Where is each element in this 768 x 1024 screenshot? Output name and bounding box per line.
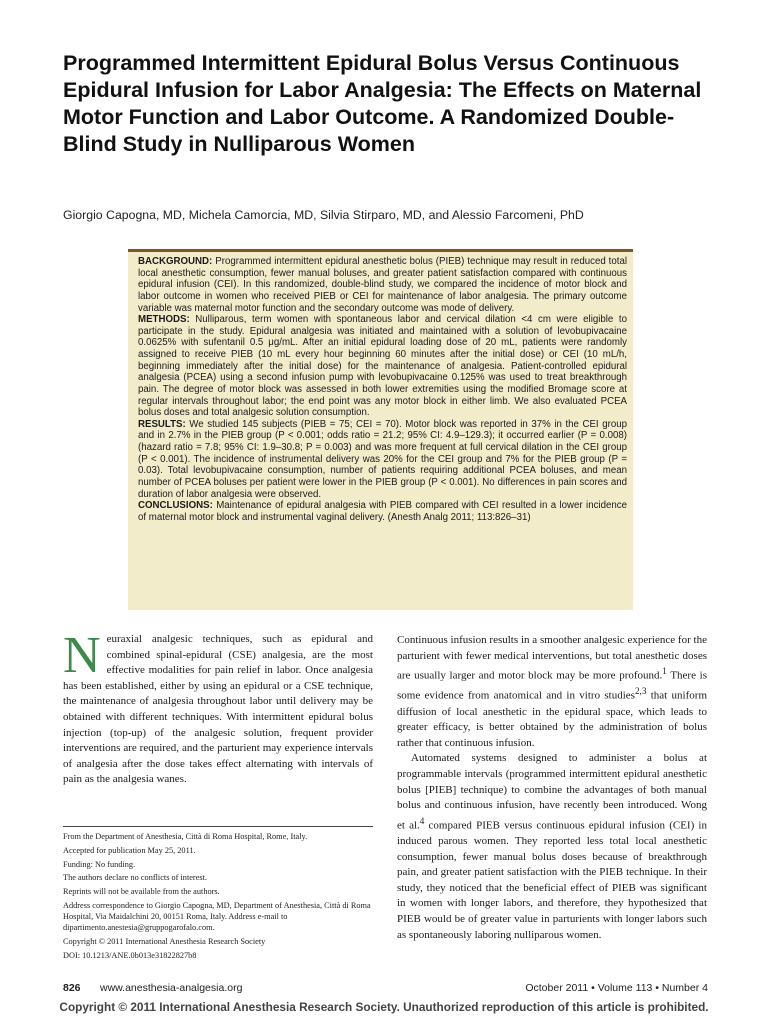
footnote-reprints: Reprints will not be available from the authors. bbox=[63, 887, 220, 897]
footnote-funding: Funding: No funding. bbox=[63, 859, 136, 869]
background-text: Programmed intermittent epidural anesthetic bolus (PIEB) technique may result in reduced total local anesthetic consumption, fewer manual boluses, and greater patient satisfaction compared with continuous epidural infusion (CEI). In this randomized, double-blind study, we compared the incidence of motor block and labor outcome in women who received PIEB or CEI for maintenance of labor analgesia. The primary outcome variable was maternal motor function and the secondary outcome was mode of delivery. bbox=[138, 256, 627, 314]
abstract-methods bbox=[138, 314, 627, 419]
paragraph-text: compared PIEB versus continuous epidural infusion (CEI) in induced parous women. They reported less total local anesthetic consumption, fewer manual bolus doses because of breakthrough pain, and greater patient satisfaction with the PIEB technique. In their study, they noticed that the beneficial effect of PIEB was significant in women with longer labors, and therefore, they hypothesized that PIEB would be of greater value in parturients with longer labors such as spontaneously laboring nulliparous women. bbox=[397, 819, 707, 941]
page-footer bbox=[63, 982, 708, 996]
abstract-results bbox=[138, 419, 627, 500]
footnote-affiliation: From the Department of Anesthesia, Città di Roma Hospital, Rome, Italy. bbox=[63, 832, 308, 841]
paragraph-text: There is some evidence from anatomical and in vitro studies bbox=[397, 669, 707, 703]
conclusions-label: CONCLUSIONS: bbox=[138, 500, 213, 512]
intro-text: euraxial analgesic techniques, such as epidural and combined spinal-epidural (CSE) analgesia, are the most effective modalities for pain relief in labor. Once analgesia has been established, either by using an epidural or a CSE technique, the maintenance of analgesia throughout labor until delivery may be obtained with different techniques. With intermittent epidural bolus injection (top-up) of the analgesic solution, frequent provider interventions are required, and the parturient may experience intervals of analgesia after the dose takes effect alternating with intervals of pain as the analgesia wanes. bbox=[63, 633, 373, 786]
journal-website-link[interactable]: www.anesthesia-analgesia.org bbox=[100, 982, 243, 994]
abstract-box bbox=[128, 249, 633, 610]
paragraph-automated-systems bbox=[397, 751, 707, 943]
footnote-accepted: Accepted for publication May 25, 2011. bbox=[63, 845, 196, 855]
paragraph-text: Continuous infusion results in a smoother analgesic experience for the parturient with fewer medical interventions, but total anesthetic doses are usually larger and motor block may be more profound. bbox=[397, 634, 707, 682]
results-text: We studied 145 subjects (PIEB = 75; CEI = 70). Motor block was reported in 37% in the CEI group and in 2.7% in the PIEB group (P < 0.001; odds ratio = 21.2; 95% CI: 4.9–129.3); it occurred earlier (P = 0.008) (hazard ratio = 7.8; 95% CI: 1.9–30.8; P = 0.003) and was more frequent at full cervical dilation in the CEI group (P < 0.001). The incidence of instrumental delivery was 20% for the CEI group and 7% for the PIEB group (P = 0.03). Total levobupivacaine consumption, number of patients requiring additional PCEA boluses, and mean number of PCEA boluses per patient were lower in the PIEB group (P < 0.001). No differences in pain scores and duration of labor analgesia were observed. bbox=[138, 418, 627, 500]
copyright-banner: Copyright © 2011 International Anesthesia Research Society. Unauthorized reproduction of this article is prohibited. bbox=[59, 1000, 709, 1014]
page-number: 826 bbox=[63, 982, 81, 994]
footnote-copyright: Copyright © 2011 International Anesthesia Research Society bbox=[63, 937, 266, 947]
reference-2-3[interactable]: 2,3 bbox=[634, 686, 647, 697]
body-column-left bbox=[63, 627, 373, 788]
methods-label: METHODS: bbox=[138, 314, 190, 326]
paragraph-text: that uniform diffusion of local anesthetic in the epidural space, which leads to greater efficacy, is better obtained by the administration of bolus rather that continuous infusion. bbox=[397, 690, 707, 749]
author-list: Giorgio Capogna, MD, Michela Camorcia, MD, Silvia Stirparo, MD, and Alessio Farcomeni, PhD bbox=[63, 208, 584, 222]
footnote-correspondence: Address correspondence to Giorgio Capogna, MD, Department of Anesthesia, Città di Roma Hospital, Via Maidalchini 20, 00151 Roma, Italy. Address e-mail to dipartimento.anestesia@gruppogarofalo.com. bbox=[63, 900, 371, 933]
abstract-conclusions bbox=[138, 500, 627, 523]
abstract-background bbox=[138, 256, 627, 314]
footnote-conflicts: The authors declare no conflicts of interest. bbox=[63, 873, 207, 883]
issue-info: October 2011 • Volume 113 • Number 4 bbox=[525, 982, 708, 994]
background-label: BACKGROUND: bbox=[138, 256, 213, 267]
results-label: RESULTS: bbox=[138, 418, 186, 430]
methods-text: Nulliparous, term women with spontaneous labor and cervical dilation <4 cm were eligible to participate in the study. Epidural analgesia was initiated and maintained with a solution of levobupivacaine 0.0625% with sufentanil 0.5 μg/mL. After an initial epidural loading dose of 20 mL, patients were randomly assigned to receive PIEB (10 mL every hour beginning 60 minutes after the initial dose) or CEI (10 mL/h, beginning immediately after the initial dose) for the maintenance of analgesia. Patient-controlled epidural analgesia (PCEA) using a second infusion pump with levobupivacaine 0.125% was used to treat breakthrough pain. The degree of motor block was assessed in both lower extremities using the modified Bromage score at regular intervals throughout labor; the end point was any motor block in either limb. We also evaluated PCEA bolus doses and total analgesic solution consumption. bbox=[138, 314, 627, 419]
footnote-doi[interactable]: DOI: 10.1213/ANE.0b013e31822827b8 bbox=[63, 950, 197, 960]
body-column-right bbox=[397, 633, 707, 943]
footnote-divider bbox=[63, 826, 373, 827]
article-title: Programmed Intermittent Epidural Bolus Versus Continuous Epidural Infusion for Labor Analgesia: The Effects on Maternal Motor Function and Labor Outcome. A Randomized Double-Blind Study in Nulliparous Women bbox=[63, 51, 702, 156]
footnotes bbox=[63, 831, 373, 964]
drop-cap: N bbox=[63, 627, 101, 684]
reference-1[interactable]: 1 bbox=[662, 666, 667, 677]
conclusions-text: Maintenance of epidural analgesia with PIEB compared with CEI resulted in a lower incidence of maternal motor block and instrumental vaginal delivery. (Anesth Analg 2011; 113:826–31) bbox=[138, 500, 627, 523]
paragraph-continuous-infusion bbox=[397, 633, 707, 751]
paragraph-text: Automated systems designed to administer a bolus at programmable intervals (programmed intermittent epidural anesthetic bolus [PIEB] technique) to combine the advantages of both manual bolus and continuous infusion, have recently been introduced. Wong et al. bbox=[397, 752, 707, 832]
intro-paragraph bbox=[63, 627, 373, 788]
reference-4[interactable]: 4 bbox=[419, 815, 425, 826]
